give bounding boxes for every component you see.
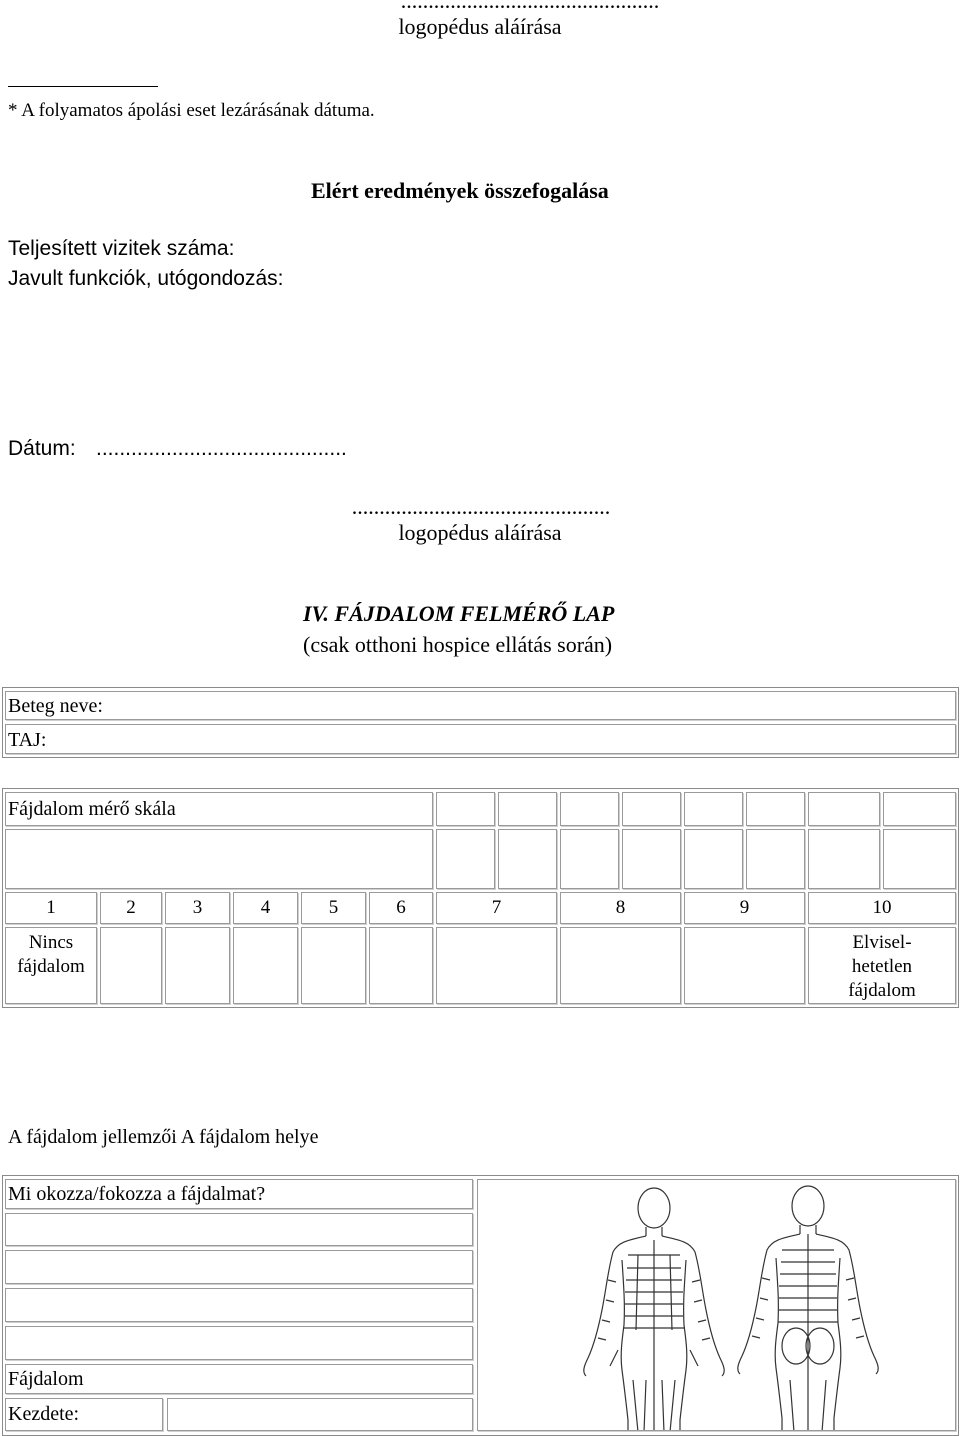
footnote-rule	[8, 86, 158, 87]
visits-label: Teljesített vizitek száma:	[8, 237, 235, 260]
taj-cell[interactable]	[5, 724, 956, 754]
scale-number: 3	[192, 897, 203, 918]
scale-number: 5	[328, 897, 339, 918]
onset-label: Kezdete:	[8, 1403, 80, 1425]
scale-box[interactable]	[498, 829, 557, 889]
footnote: * A folyamatos ápolási eset lezárásának dátuma.	[8, 100, 375, 121]
unbearable-line1: Elvisel-	[852, 932, 912, 953]
scale-descriptor-cell[interactable]	[165, 927, 230, 1004]
back-figure	[738, 1186, 878, 1431]
date-dots: ...........................................	[96, 437, 347, 460]
taj-label: TAJ:	[8, 729, 47, 751]
scale-box[interactable]	[883, 792, 956, 826]
pain-sheet-title: IV. FÁJDALOM FELMÉRŐ LAP	[303, 601, 615, 626]
no-pain-line1: Nincs	[28, 932, 74, 953]
functions-label: Javult funkciók, utógondozás:	[8, 267, 284, 290]
scale-label: Fájdalom mérő skála	[8, 798, 176, 820]
scale-number: 2	[126, 897, 136, 918]
unbearable-line3: fájdalom	[848, 980, 916, 1001]
scale-box[interactable]	[808, 829, 880, 889]
summary-title: Elért eredmények összefogalása	[311, 178, 609, 203]
cause-label: Mi okozza/fokozza a fájdalmat?	[8, 1183, 266, 1205]
scale-box[interactable]	[622, 792, 681, 826]
scale-box[interactable]	[746, 829, 805, 889]
unbearable-line2: hetetlen	[851, 956, 913, 977]
scale-number: 8	[615, 897, 626, 918]
scale-number: 9	[739, 897, 750, 918]
scale-descriptor-cell[interactable]	[301, 927, 366, 1004]
scale-box[interactable]	[498, 792, 557, 826]
date-label: Dátum:	[8, 437, 76, 460]
patient-name-cell[interactable]	[5, 691, 956, 720]
scale-descriptor-cell[interactable]	[100, 927, 162, 1004]
scale-box[interactable]	[808, 792, 880, 826]
scale-box[interactable]	[883, 829, 956, 889]
scale-box[interactable]	[684, 829, 743, 889]
patient-name-label: Beteg neve:	[8, 695, 103, 717]
characteristics-heading: A fájdalom jellemzői A fájdalom helye	[8, 1126, 319, 1148]
scale-box[interactable]	[436, 829, 495, 889]
cause-answer-field[interactable]	[5, 1326, 473, 1360]
scale-box[interactable]	[436, 792, 495, 826]
scale-box[interactable]	[746, 792, 805, 826]
scale-descriptor-cell[interactable]	[684, 927, 805, 1004]
scale-number: 7	[491, 897, 502, 918]
scale-descriptor-cell[interactable]	[436, 927, 557, 1004]
scale-number: 10	[872, 897, 892, 918]
scale-number: 1	[46, 897, 56, 918]
cause-answer-field[interactable]	[5, 1213, 473, 1246]
signature-label: logopédus aláírása	[398, 14, 562, 39]
pain-location-cell[interactable]	[477, 1179, 956, 1431]
signature-dots: ...............................................	[400, 0, 660, 13]
pain-label: Fájdalom	[8, 1368, 84, 1390]
scale-number: 4	[260, 897, 271, 918]
scale-blank-cell[interactable]	[5, 829, 433, 889]
scale-descriptor-cell[interactable]	[369, 927, 433, 1004]
no-pain-line2: fájdalom	[17, 956, 85, 977]
scale-descriptor-cell[interactable]	[560, 927, 681, 1004]
cause-answer-field[interactable]	[5, 1250, 473, 1284]
cause-answer-field[interactable]	[5, 1288, 473, 1322]
scale-box[interactable]	[560, 829, 619, 889]
front-figure	[584, 1188, 724, 1431]
body-chart-icon	[478, 1180, 956, 1431]
scale-descriptor-cell[interactable]	[233, 927, 298, 1004]
pain-sheet-subtitle: (csak otthoni hospice ellátás során)	[303, 632, 613, 657]
scale-number: 6	[396, 897, 406, 918]
summary-signature-dots: ...............................................	[351, 494, 611, 519]
scale-box[interactable]	[684, 792, 743, 826]
onset-field[interactable]	[167, 1398, 473, 1431]
scale-box[interactable]	[560, 792, 619, 826]
scale-box[interactable]	[622, 829, 681, 889]
summary-signature-label: logopédus aláírása	[398, 520, 562, 545]
